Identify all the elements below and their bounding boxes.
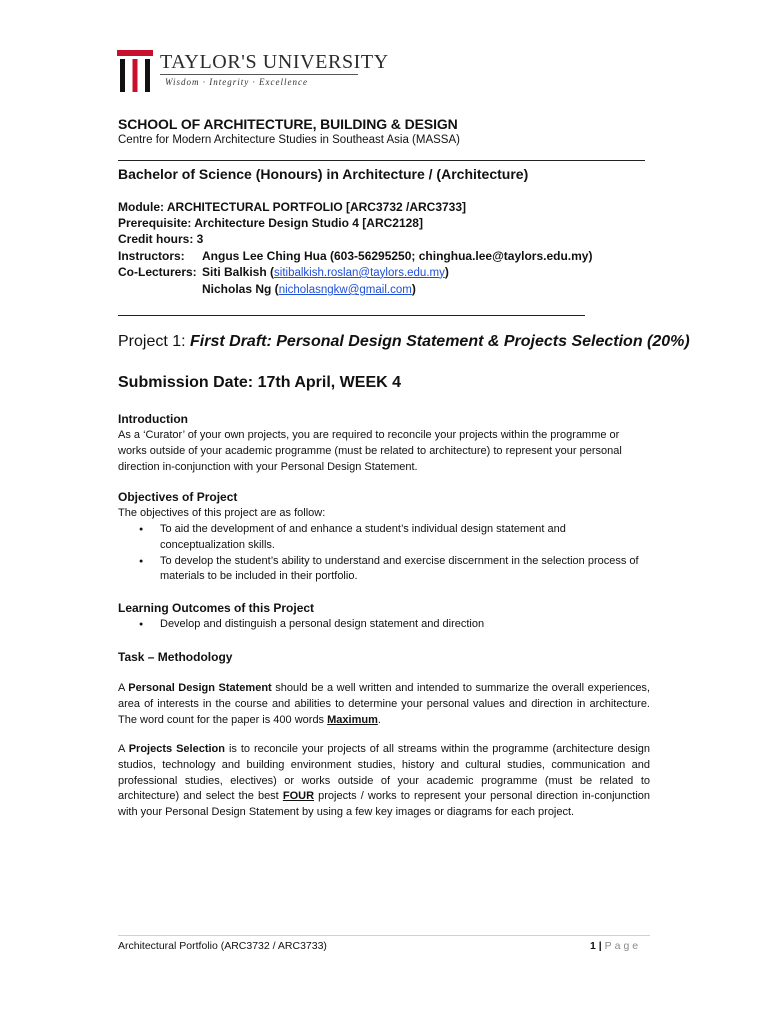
degree-title: Bachelor of Science (Honours) in Architecture / (Architecture) xyxy=(118,166,529,182)
page-number xyxy=(590,940,641,952)
task-heading: Task – Methodology xyxy=(118,650,233,664)
projects-selection-term: Projects Selection xyxy=(128,743,225,755)
introduction-body: As a ‘Curator’ of your own projects, you are required to reconcile your projects within the programme or works outside of your academic programme (must be related to architecture) to represent your personal direction in-conjunction with your Personal Design Statement. xyxy=(118,429,622,473)
colecturer-2-email-link[interactable]: nicholasngkw@gmail.com xyxy=(278,284,412,297)
project-name: First Draft: Personal Design Statement & Projects Selection (20%) xyxy=(190,333,690,350)
text-run: . xyxy=(377,713,381,726)
instructors-label: Instructors: xyxy=(118,248,185,263)
objectives-list xyxy=(118,522,650,585)
objectives-intro: The objectives of this project are as follow: xyxy=(118,507,326,519)
text-run: A xyxy=(118,743,129,755)
text-run: A xyxy=(118,682,129,694)
close-paren: ) xyxy=(411,282,416,297)
instructors-value: Angus Lee Ching Hua (603-56295250; chinghua.lee@taylors.edu.my) xyxy=(202,248,593,263)
university-logo-icon xyxy=(117,50,153,94)
credit-hours-line: Credit hours: 3 xyxy=(118,232,204,247)
page-separator: | xyxy=(595,940,605,952)
prerequisite-line: Prerequisite: Architecture Design Studio 4 [ARC2128] xyxy=(118,216,423,231)
task-paragraph-1 xyxy=(118,681,650,728)
objectives-heading: Objectives of Project xyxy=(118,490,238,504)
text-run: is to reconcile your projects of all streams within the programme (architecture design studios, technology and building environment studies, history and cultural studies, communication and professional studies, electives) or works outside of your academic programme (must be related to architecture) and select the best xyxy=(118,743,650,803)
module-line: Module: ARCHITECTURAL PORTFOLIO [ARC3732 /ARC3733] xyxy=(118,200,467,214)
project-title xyxy=(118,333,690,351)
list-item: ● To aid the development of and enhance a student’s individual design statement and conceptualization skills. xyxy=(118,522,650,554)
colecturer-1-name: Siti Balkish ( xyxy=(202,264,275,279)
module-info xyxy=(118,199,592,298)
colecturer-2-line xyxy=(118,281,592,298)
learning-outcomes-heading: Learning Outcomes of this Project xyxy=(118,601,315,615)
four-term: FOUR xyxy=(282,790,315,803)
colecturers-line xyxy=(118,264,592,281)
task-paragraph-2 xyxy=(118,742,650,821)
text-run: should be a well written and intended to summarize the overall experiences, area of interests in the course and abilities to determine your personal values and direction in architecture. The word count for the paper is 400 words xyxy=(118,682,650,726)
centre-name: Centre for Modern Architecture Studies in Southeast Asia (MASSA) xyxy=(118,134,460,146)
info-divider xyxy=(118,315,585,316)
learning-outcomes-list xyxy=(118,617,650,633)
school-name: SCHOOL OF ARCHITECTURE, BUILDING & DESIGN xyxy=(118,116,458,132)
logo-divider xyxy=(160,74,358,75)
maximum-term: Maximum xyxy=(327,713,378,726)
logo-title: TAYLOR'S UNIVERSITY xyxy=(160,51,389,73)
header-divider xyxy=(118,160,645,161)
list-item: ● Develop and distinguish a personal design statement and direction xyxy=(118,617,650,633)
colecturer-1-email-link[interactable]: sitibalkish.roslan@taylors.edu.my xyxy=(274,266,445,279)
submission-date: Submission Date: 17th April, WEEK 4 xyxy=(118,374,402,391)
list-item: ● To develop the student’s ability to understand and exercise discernment in the selection process of materials to be included in their portfolio. xyxy=(118,554,650,586)
text-run: projects / works to represent your personal direction in-conjunction with your Personal Design Statement by using a few key images or diagrams for each project. xyxy=(118,790,650,819)
instructors-line xyxy=(118,248,592,264)
close-paren: ) xyxy=(444,264,449,279)
page-word: Page xyxy=(604,940,642,952)
introduction-heading: Introduction xyxy=(118,412,188,426)
page-number-value: 1 xyxy=(590,940,596,952)
personal-design-statement-term: Personal Design Statement xyxy=(128,682,272,694)
footer-course: Architectural Portfolio (ARC3732 / ARC3733) xyxy=(118,940,327,952)
colecturer-2-name: Nicholas Ng ( xyxy=(202,282,279,297)
colecturers-label: Co-Lecturers: xyxy=(118,264,197,279)
footer-divider xyxy=(118,935,650,936)
project-prefix: Project 1: xyxy=(118,333,191,350)
logo-tagline: Wisdom · Integrity · Excellence xyxy=(165,77,308,87)
